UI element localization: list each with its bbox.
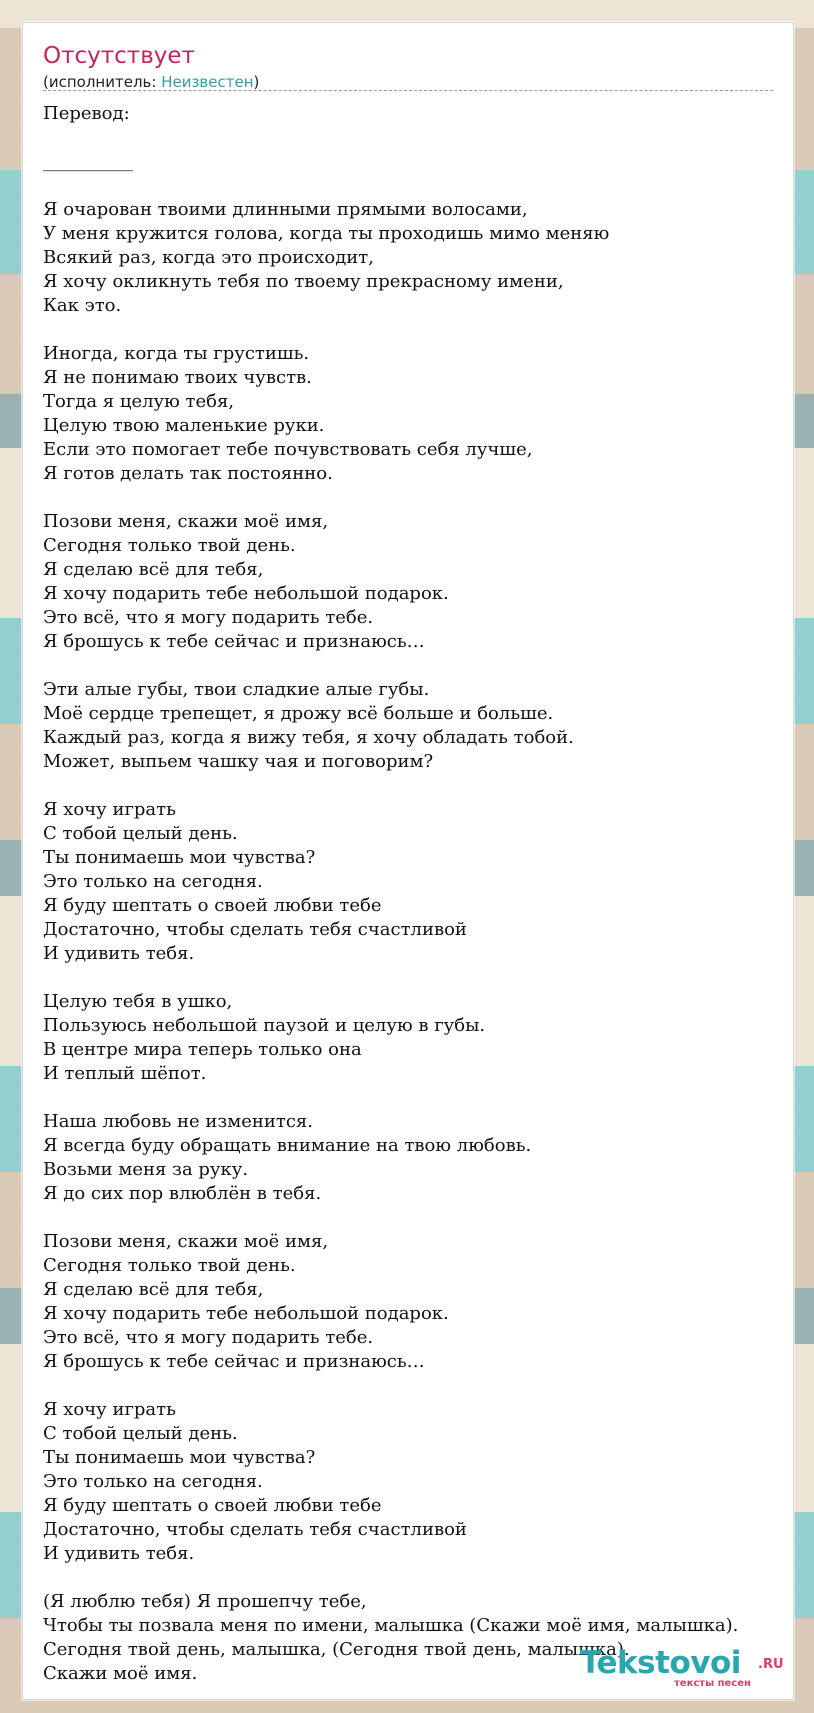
artist-line bbox=[43, 72, 259, 92]
artist-suffix: ) bbox=[253, 73, 260, 91]
lyrics-card bbox=[22, 22, 794, 1700]
song-title: Отсутствует bbox=[43, 43, 195, 69]
site-logo[interactable] bbox=[580, 1645, 784, 1695]
logo-wordmark: Tekstovoi bbox=[580, 1645, 741, 1681]
artist-link[interactable]: Неизвестен bbox=[161, 73, 254, 91]
title-divider bbox=[43, 90, 773, 91]
lyrics-text: Перевод: __________ Я очарован твоими длинными прямыми волосами, У меня кружится голова, когда ты проходишь мимо меняю Всякий раз, когда это происходит, Я хочу окликнуть тебя по твоему прекрасному имени, Как это. Иногда, когда ты грустишь. Я не понимаю твоих чувств. Тогда я целую тебя, Целую твою маленькие руки. Если это помогает тебе почувствовать себя лучше, Я готов делать так постоянно. Позови меня, скажи моё имя, Сегодня только твой день. Я сделаю всё для тебя, Я хочу подарить тебе небольшой подарок. Это всё, что я могу подарить тебе. Я брошусь к тебе сейчас и признаюсь… Эти алые губы, твои сладкие алые губы. Моё сердце трепещет, я дрожу всё больше и больше. Каждый раз, когда я вижу тебя, я хочу обладать тобой. Может, выпьем чашку чая и поговорим? Я хочу играть С тобой целый день. Ты понимаешь мои чувства? Это только на сегодня. Я буду шептать о своей любви тебе Достаточно, чтобы сделать тебя счастливой И удивить тебя. Целую тебя в ушко, Пользуюсь небольшой паузой и целую в губы. В центре мира теперь только она И теплый шёпот. Наша любовь не изменится. Я всегда буду обращать внимание на твою любовь. Возьми меня за руку. Я до сих пор влюблён в тебя. Позови меня, скажи моё имя, Сегодня только твой день. Я сделаю всё для тебя, Я хочу подарить тебе небольшой подарок. Это всё, что я могу подарить тебе. Я брошусь к тебе сейчас и признаюсь… Я хочу играть С тобой целый день. Ты понимаешь мои чувства? Это только на сегодня. Я буду шептать о своей любви тебе Достаточно, чтобы сделать тебя счастливой И удивить тебя. (Я люблю тебя) Я прошепчу тебе, Чтобы ты позвала меня по имени, малышка (Скажи моё имя, малышка). Сегодня твой день, малышка, (Сегодня твой день, малышка). Скажи моё имя. bbox=[43, 103, 739, 1684]
logo-domain: .RU bbox=[758, 1657, 784, 1672]
logo-tagline: тексты песен bbox=[674, 1678, 751, 1689]
artist-prefix: (исполнитель: bbox=[43, 73, 162, 91]
